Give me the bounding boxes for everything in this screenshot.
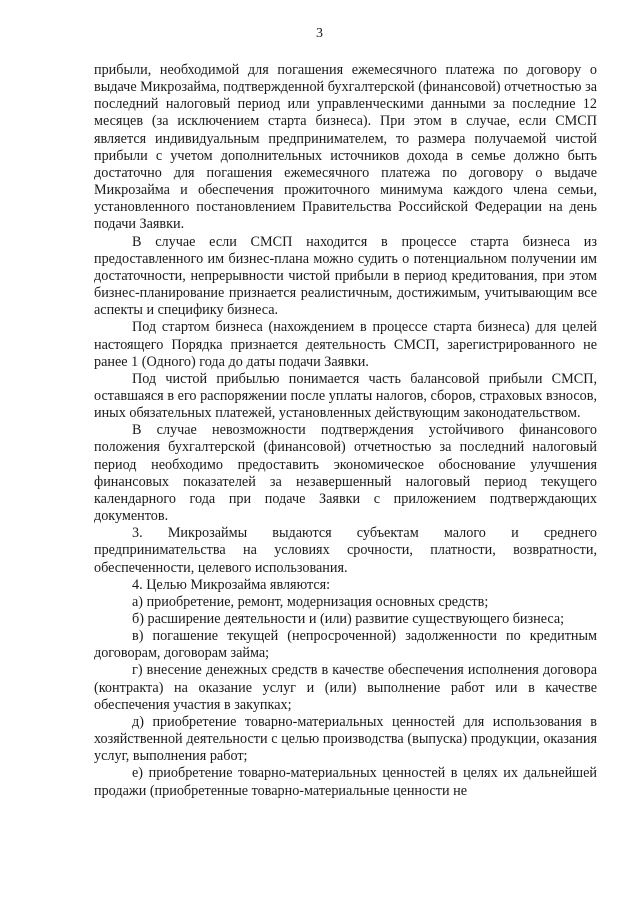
paragraph-item-3: 3. Микрозаймы выдаются субъектам малого и среднего предпринимательства на условиях срочности, платности, возвратности, обеспеченности, целевого использования. [94,525,597,576]
paragraph-net-profit-definition: Под чистой прибылью понимается часть балансовой прибыли СМСП, оставшаяся в его распоряжении после уплаты налогов, сборов, страховых взносов, иных обязательных платежей, установленных действующим законодательством. [94,370,597,422]
list-item-b: б) расширение деятельности и (или) развитие существующего бизнеса; [132,611,565,627]
paragraph-business-start-definition: Под стартом бизнеса (нахождением в процессе старта бизнеса) для целей настоящего Порядка признается деятельность СМСП, зарегистрированного не ранее 1 (Одного) года до даты подачи Заявки. [94,319,597,370]
page-number: 3 [316,26,323,41]
paragraph-financial-justification: В случае невозможности подтверждения устойчивого финансового положения бухгалтерской (финансовой) отчетностью за последний налоговый период необходимо предоставить экономическое обоснование улучшения финансовых показателей за незавершенный налоговый период текущего календарного года при подаче Заявки с приложением подтверждающих документов. [94,422,597,525]
list-item-g: г) внесение денежных средств в качестве обеспечения исполнения договора (контракта) на оказание услуг и (или) выполнение работ или в качестве обеспечения участия в закупках; [94,662,597,713]
list-item-v: в) погашение текущей (непросроченной) задолженности по кредитным договорам, договорам займа; [94,628,597,662]
list-item-e: е) приобретение товарно-материальных ценностей в целях их дальнейшей продажи (приобретенные товарно-материальные ценности не [94,765,597,799]
list-item-a: а) приобретение, ремонт, модернизация основных средств; [132,593,489,610]
list-item-d: д) приобретение товарно-материальных ценностей для использования в хозяйственной деятельности с целью производства (выпуска) продукции, оказания услуг, выполнения работ; [94,713,597,765]
paragraph-item-4: 4. Целью Микрозайма являются: [132,576,331,593]
paragraph-business-start-plan: В случае если СМСП находится в процессе старта бизнеса из предоставленного им бизнес-плана можно судить о потенциальном получении им достаточности, непрерывности чистой прибыли в период кредитования, при этом бизнес-планирование признается реалистичным, достижимым, учитывающим все аспекты и специфику бизнеса. [94,233,597,319]
paragraph-continuation: прибыли, необходимой для погашения ежемесячного платежа по договору о выдаче Микрозайма, подтвержденной бухгалтерской (финансовой) отчетностью за последний налоговый период или управленческими данными за последние 12 месяцев (за исключением старта бизнеса). При этом в случае, если СМСП является индивидуальным предпринимателем, то размера получаемой чистой прибыли с учетом дополнительных источников дохода в семье должно быть достаточно для погашения ежемесячного платежа по договору о выдаче Микрозайма и обеспечения прожиточного минимума каждого члена семьи, установленного постановлением Правительства Российской Федерации на день подачи Заявки. [94,62,597,233]
body-text [94,62,597,800]
